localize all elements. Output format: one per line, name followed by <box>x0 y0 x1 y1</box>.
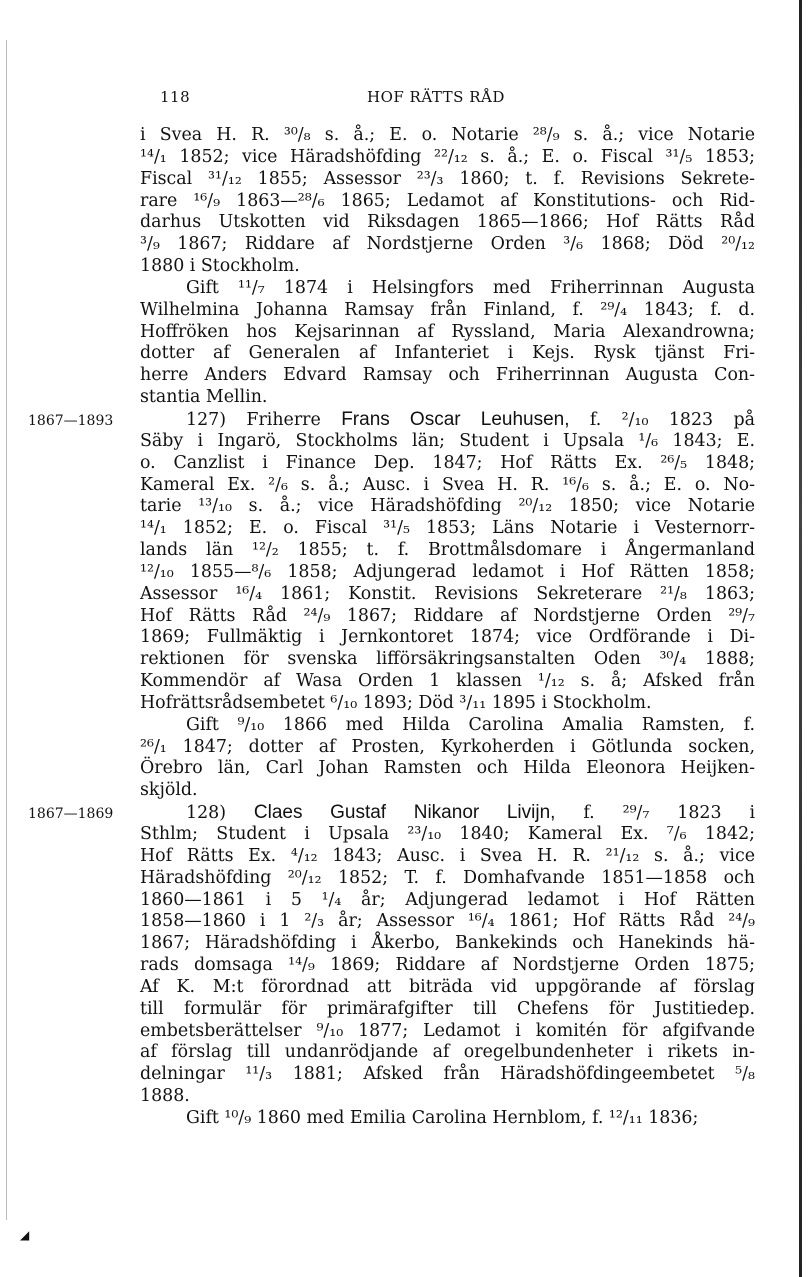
marriage-line: ²⁶/₁ 1847; dotter af Prosten, Kyrkoherden i Götlunda socken, <box>140 736 755 757</box>
page-number: 118 <box>160 88 191 106</box>
text-line: rads domsaga ¹⁴/₉ 1869; Riddare af Nordstjerne Orden 1875; <box>140 955 755 976</box>
text-line: tarie ¹³/₁₀ s. å.; vice Häradshöfding ²⁰/₁₂ 1850; vice Notarie <box>140 496 755 517</box>
text-line: Kameral Ex. ²/₆ s. å.; Ausc. i Svea H. R. ¹⁶/₆ s. å.; E. o. No- <box>140 474 755 495</box>
text-line: 1888. <box>140 1086 190 1107</box>
text-line: af förslag till undanrödjande af oregelbundenheter i rikets in- <box>140 1042 755 1063</box>
text-line: Af K. M:t förordnad att biträda vid uppgörande af förslag <box>140 976 755 997</box>
marriage-line: Gift ¹¹/₇ 1874 i Helsingfors med Friherrinnan Augusta <box>186 277 755 298</box>
text-line: 1869; Fullmäktig i Jernkontoret 1874; vice Ordförande i Di- <box>140 627 755 648</box>
text-line: 1860—1861 i 5 ¹/₄ år; Adjungerad ledamot i Hof Rätten <box>140 889 755 910</box>
marriage-line: dotter af Generalen af Infanteriet i Kejs. Rysk tjänst Fri- <box>140 343 755 364</box>
margin-years: 1867—1893 <box>28 412 114 429</box>
text-line: ¹²/₁₀ 1855—⁸/₆ 1858; Adjungerad ledamot i Hof Rätten 1858; <box>140 561 755 582</box>
text-line: 1858—1860 i 1 ²/₃ år; Assessor ¹⁶/₄ 1861; Hof Rätts Råd ²⁴/₉ <box>140 911 755 932</box>
text-line: Fiscal ³¹/₁₂ 1855; Assessor ²³/₃ 1860; t. f. Revisions Sekrete- <box>140 168 755 189</box>
text-line: delningar ¹¹/₃ 1881; Afsked från Häradshöfdingeembetet ⁵/₈ <box>140 1064 755 1085</box>
text-line: ¹⁴/₁ 1852; vice Häradshöfding ²²/₁₂ s. å.; E. o. Fiscal ³¹/₅ 1853; <box>140 146 755 167</box>
entry-first-line-rest: f. ²/₁₀ 1823 på <box>589 409 756 430</box>
text-line: embetsberättelser ⁹/₁₀ 1877; Ledamot i komitén för afgifvande <box>140 1020 755 1041</box>
marriage-line: Gift ¹⁰/₉ 1860 med Emilia Carolina Hernblom, f. ¹²/₁₁ 1836; <box>186 1107 699 1128</box>
marriage-line: Gift ⁹/₁₀ 1866 med Hilda Carolina Amalia Ramsten, f. <box>186 714 755 735</box>
text-line: rektionen för svenska lifförsäkringsanstalten Oden ³⁰/₄ 1888; <box>140 649 755 670</box>
text-line: 1880 i Stockholm. <box>140 256 300 277</box>
text-line: Säby i Ingarö, Stockholms län; Student i Upsala ¹/₆ 1843; E. <box>140 430 755 451</box>
text-line: Hofrättsrådsembetet ⁶/₁₀ 1893; Död ³/₁₁ 1895 i Stockholm. <box>140 692 652 713</box>
text-line: Assessor ¹⁶/₄ 1861; Konstit. Revisions Sekreterare ²¹/₈ 1863; <box>140 583 755 604</box>
text-line: Häradshöfding ²⁰/₁₂ 1852; T. f. Domhafvande 1851—1858 och <box>140 867 755 888</box>
marriage-line: skjöld. <box>140 780 198 801</box>
margin-years: 1867—1869 <box>28 806 114 823</box>
marriage-line: Örebro län, Carl Johan Ramsten och Hilda Eleonora Heijken- <box>140 758 755 779</box>
entry-127-heading <box>28 408 756 431</box>
text-line: Sthlm; Student i Upsala ²³/₁₀ 1840; Kameral Ex. ⁷/₆ 1842; <box>140 824 755 844</box>
text-line: o. Canzlist i Finance Dep. 1847; Hof Rätts Ex. ²⁶/₅ 1848; <box>140 452 755 473</box>
text-line: darhus Utskotten vid Riksdagen 1865—1866; Hof Rätts Råd <box>140 212 755 233</box>
body-text <box>28 125 756 1130</box>
text-line: i Svea H. R. ³⁰/₈ s. å.; E. o. Notarie ²⁸/₉ s. å.; vice Notarie <box>140 125 755 145</box>
marriage-line: stantia Mellin. <box>140 387 268 408</box>
text-line: till formulär för primärafgifter till Chefens för Justitiedep. <box>140 998 755 1019</box>
marriage-line: Hoffröken hos Kejsarinnan af Ryssland, Maria Alexandrowna; <box>140 321 755 342</box>
text-line: 1867; Häradshöfding i Åkerbo, Bankekinds och Hanekinds hä- <box>140 933 755 954</box>
text-line: Hof Rätts Ex. ⁴/₁₂ 1843; Ausc. i Svea H. R. ²¹/₁₂ s. å.; vice <box>140 845 755 866</box>
corner-arrow-icon: ◢ <box>20 1228 30 1242</box>
text-line: Kommendör af Wasa Orden 1 klassen ¹/₁₂ s. å; Afsked från <box>140 671 755 692</box>
entry-title: Friherre <box>246 409 321 430</box>
text-line: ¹⁴/₁ 1852; E. o. Fiscal ³¹/₅ 1853; Läns Notarie i Vesternorr- <box>140 518 755 539</box>
page-edge-left <box>6 40 7 1220</box>
entry-number: 128) <box>186 803 226 824</box>
marriage-line: herre Anders Edvard Ramsay och Friherrinnan Augusta Con- <box>140 365 755 386</box>
text-line: ³/₉ 1867; Riddare af Nordstjerne Orden ³/₆ 1868; Död ²⁰/₁₂ <box>140 234 755 255</box>
entry-first-line-rest: f. ²⁹/₇ 1823 i <box>583 803 756 824</box>
entry-number: 127) <box>186 409 226 430</box>
entry-name: Frans Oscar Leuhusen, <box>341 408 570 430</box>
text-line: rare ¹⁶/₉ 1863—²⁸/₆ 1865; Ledamot af Konstitutions- och Rid- <box>140 190 755 211</box>
marriage-line: Wilhelmina Johanna Ramsay från Finland, f. ²⁹/₄ 1843; f. d. <box>140 299 755 320</box>
text-line: Hof Rätts Råd ²⁴/₉ 1867; Riddare af Nordstjerne Orden ²⁹/₇ <box>140 605 755 626</box>
running-title: HOF RÄTTS RÅD <box>367 88 505 106</box>
entry-name: Claes Gustaf Nikanor Livijn, <box>253 802 556 824</box>
text-line: lands län ¹²/₂ 1855; t. f. Brottmålsdomare i Ångermanland <box>140 540 755 561</box>
page-edge-right <box>799 0 802 1277</box>
entry-128-heading <box>28 802 756 824</box>
